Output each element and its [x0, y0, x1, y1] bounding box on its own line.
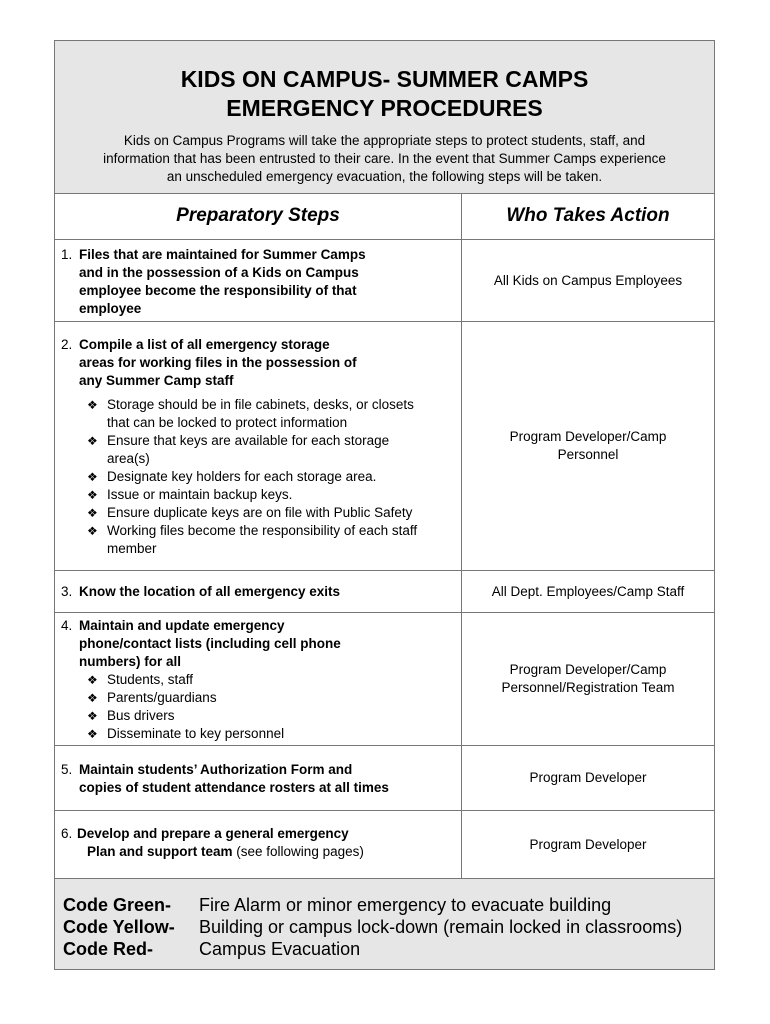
list-item: [87, 468, 461, 486]
list-item-text: Bus drivers: [107, 708, 175, 723]
diamond-bullet-icon: ❖: [87, 727, 98, 741]
step-text: Maintain students’ Authorization Form and: [79, 762, 353, 777]
code-description: Fire Alarm or minor emergency to evacuate building: [199, 895, 612, 915]
procedure-document: [54, 40, 715, 970]
list-item-text: Parents/guardians: [107, 690, 217, 705]
step-text: areas for working files in the possession of: [79, 355, 357, 370]
column-header-label: Who Takes Action: [506, 205, 670, 226]
step-number: 2.: [61, 337, 73, 352]
step-number: 6.: [61, 826, 73, 841]
list-item: [87, 432, 461, 468]
step-text: copies of student attendance rosters at all times: [79, 780, 389, 795]
step-cell: [55, 571, 462, 612]
step-text: employee become the responsibility of that: [79, 283, 357, 298]
table-row: [55, 240, 714, 322]
code-label: Code Green-: [63, 895, 172, 915]
bullet-list: [61, 396, 461, 558]
title-line-2: EMERGENCY PROCEDURES: [226, 95, 543, 121]
who-text: All Kids on Campus Employees: [493, 272, 683, 288]
list-item-text: Issue or maintain backup keys.: [107, 487, 293, 502]
step-cell: [55, 811, 462, 878]
who-text: Program Developer: [529, 770, 647, 785]
bullet-list: [61, 671, 461, 743]
list-item-text: area(s): [107, 451, 150, 466]
table-row: [55, 571, 714, 613]
diamond-bullet-icon: ❖: [87, 488, 98, 502]
table-header-row: [55, 193, 714, 240]
step-number: 5.: [61, 762, 73, 777]
step-cell: [55, 240, 462, 321]
step-text: Know the location of all emergency exits: [79, 584, 341, 599]
who-cell: [462, 811, 714, 878]
emergency-codes-legend: [55, 879, 714, 969]
diamond-bullet-icon: ❖: [87, 398, 98, 412]
step-text: Plan and support team: [87, 844, 233, 859]
list-item: [87, 504, 461, 522]
who-cell: [462, 746, 714, 810]
column-header-label: Preparatory Steps: [176, 205, 340, 226]
list-item: [87, 725, 461, 743]
step-note: (see following pages): [232, 844, 364, 859]
who-text: Program Developer/Camp: [509, 662, 667, 677]
step-text: employee: [79, 301, 142, 316]
step-text: phone/contact lists (including cell phone: [79, 636, 341, 651]
step-cell: [55, 322, 462, 570]
list-item: [87, 486, 461, 504]
list-item-text: Designate key holders for each storage area.: [107, 469, 377, 484]
table-row: [55, 811, 714, 879]
step-text: Files that are maintained for Summer Camps: [79, 247, 366, 262]
list-item-text: Ensure duplicate keys are on file with Public Safety: [107, 505, 413, 520]
list-item: [87, 671, 461, 689]
list-item-text: member: [107, 541, 157, 556]
who-cell: [462, 240, 714, 321]
table-row: [55, 613, 714, 746]
list-item: [87, 689, 461, 707]
who-text: All Dept. Employees/Camp Staff: [491, 583, 685, 599]
title-line-1: KIDS ON CAMPUS- SUMMER CAMPS: [180, 66, 589, 92]
diamond-bullet-icon: ❖: [87, 709, 98, 723]
who-text: Program Developer: [529, 836, 647, 852]
step-text: Maintain and update emergency: [79, 618, 285, 633]
diamond-bullet-icon: ❖: [87, 470, 98, 484]
diamond-bullet-icon: ❖: [87, 691, 98, 705]
list-item-text: Students, staff: [107, 672, 194, 687]
page-title: [55, 41, 714, 123]
intro-line-2: information that has been entrusted to their care. In the event that Summer Camps experience: [103, 151, 666, 166]
who-cell: [462, 613, 714, 745]
list-item: [87, 707, 461, 725]
table-row: [55, 746, 714, 811]
list-item-text: Working files become the responsibility of each staff: [107, 523, 418, 538]
diamond-bullet-icon: ❖: [87, 524, 98, 538]
step-cell: [55, 746, 462, 810]
step-text: Develop and prepare a general emergency: [77, 826, 349, 841]
column-header-preparatory-steps: [55, 193, 462, 239]
code-description: Campus Evacuation: [199, 939, 361, 959]
list-item-text: Disseminate to key personnel: [107, 726, 285, 741]
list-item: [87, 396, 461, 432]
diamond-bullet-icon: ❖: [87, 434, 98, 448]
intro-line-3: an unscheduled emergency evacuation, the following steps will be taken.: [166, 169, 603, 184]
step-text: numbers) for all: [79, 654, 182, 669]
list-item-text: that can be locked to protect information: [107, 415, 348, 430]
step-text: any Summer Camp staff: [79, 373, 234, 388]
step-number: 1.: [61, 247, 73, 262]
who-cell: [462, 322, 714, 570]
table-row: [55, 322, 714, 571]
list-item: [87, 522, 461, 558]
step-text: Compile a list of all emergency storage: [79, 337, 330, 352]
step-number: 3.: [61, 584, 73, 599]
who-text: Personnel: [557, 447, 619, 462]
who-cell: [462, 571, 714, 612]
code-label: Code Yellow-: [63, 917, 175, 937]
diamond-bullet-icon: ❖: [87, 673, 98, 687]
step-cell: [55, 613, 462, 745]
document-header: [55, 41, 714, 194]
step-text: and in the possession of a Kids on Campus: [79, 265, 359, 280]
step-number: 4.: [61, 618, 73, 633]
list-item-text: Storage should be in file cabinets, desks, or closets: [107, 397, 414, 412]
who-text: Program Developer/Camp: [509, 429, 667, 444]
who-text: Personnel/Registration Team: [501, 680, 675, 695]
code-description: Building or campus lock-down (remain locked in classrooms): [199, 917, 683, 937]
column-header-who-takes-action: [462, 193, 714, 239]
intro-paragraph: [67, 132, 702, 186]
diamond-bullet-icon: ❖: [87, 506, 98, 520]
list-item-text: Ensure that keys are available for each storage: [107, 433, 390, 448]
code-label: Code Red-: [63, 939, 153, 959]
intro-line-1: Kids on Campus Programs will take the appropriate steps to protect students, staff, and: [123, 133, 646, 148]
